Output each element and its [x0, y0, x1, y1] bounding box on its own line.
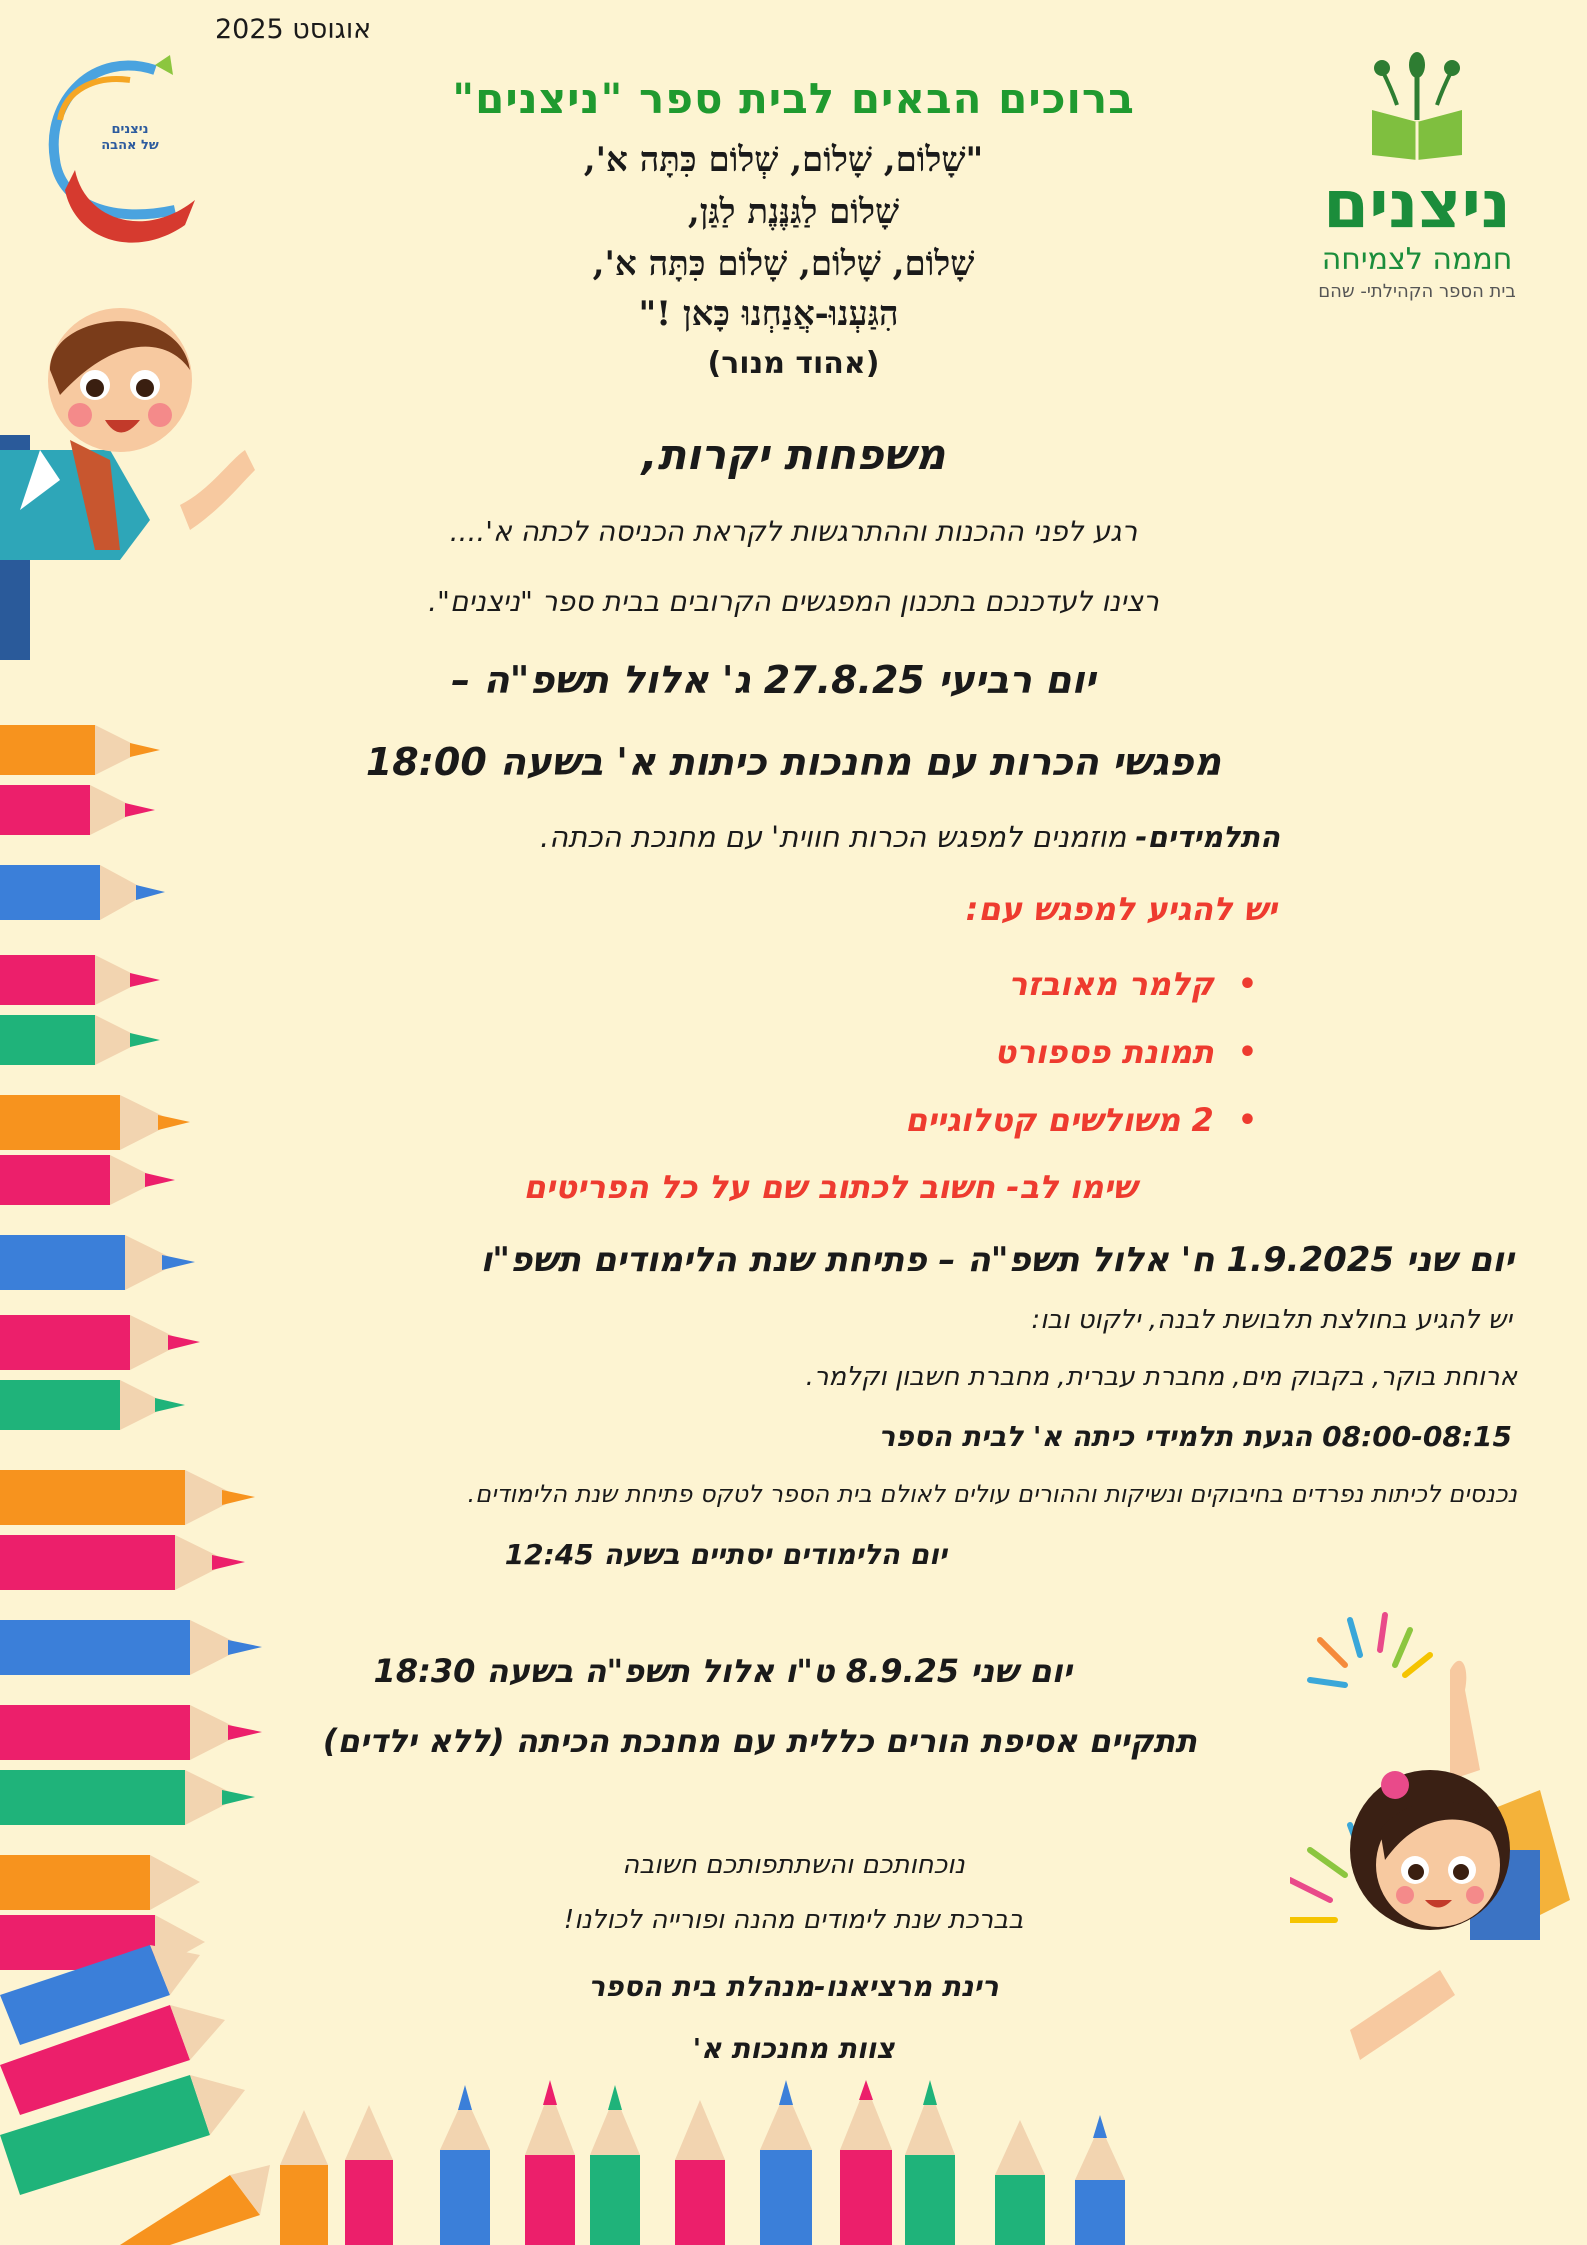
logo-right-subline: בית הספר הקהילתי- שהם: [1318, 281, 1516, 302]
pencils-left-column: [0, 715, 270, 2245]
meeting2-bring-1: יש להגיע בחולצת תלבושת לבנה, ילקוט ובו:: [1031, 1305, 1512, 1335]
meeting2-arrival: 08:00-08:15 הגעת תלמידי כיתה א' לבית הספר: [878, 1420, 1512, 1453]
poem-author: (אהוד מנור): [707, 346, 880, 381]
closing-line-1: נוכחותכם והשתתפותכם חשובה: [622, 1850, 965, 1880]
signature-teachers: צוות מחנכות א': [692, 2032, 895, 2065]
intro-line-2: רצינו לעדכנכם בתכנון המפגשים הקרובים בבית ספר "ניצנים".: [428, 585, 1159, 618]
poem-line-3: שָׁלוֹם, שָׁלוֹם, שָׁלוֹם כִּתָּה א',: [592, 244, 975, 284]
meeting1-title: מפגשי הכרות עם מחנכות כיתות א' בשעה 18:00: [365, 740, 1222, 784]
intro-line-1: רגע לפני ההכנות וההתרגשות לקראת הכניסה לכתה א'....: [449, 515, 1138, 548]
meeting2-end: יום הלימודים יסתיים בשעה 12:45: [504, 1538, 947, 1571]
page-title: ברוכים הבאים לבית ספר "ניצנים": [452, 74, 1135, 123]
meeting3-date: יום שני 8.9.25 ט"ו אלול תשפ"ה בשעה 18:30: [373, 1652, 1072, 1690]
bring-item-3: • 2 משולשים קטלוגיים: [905, 1086, 1257, 1154]
logo-right-tagline: חממה לצמיחה: [1321, 242, 1513, 277]
greeting: משפחות יקרות,: [641, 430, 946, 479]
pencil-row: [0, 725, 270, 2245]
logo-left-line1: ניצנים: [111, 122, 149, 137]
bring-item-1: • קלמר מאובזר: [905, 950, 1257, 1018]
closing-line-2: בברכת שנת לימודים מהנה ופורייה לכולנו!: [563, 1905, 1024, 1935]
meeting1-students: [540, 820, 1280, 854]
pencils-bottom-row: [270, 2080, 1270, 2245]
meeting2-date: יום שני 1.9.2025 ח' אלול תשפ"ה – פתיחת שנת הלימודים תשפ"ו: [480, 1240, 1514, 1280]
meeting3-desc: תתקיים אסיפת הורים כללית עם מחנכת הכיתה (ללא ילדים): [322, 1722, 1197, 1760]
logo-right-name: ניצנים: [1323, 166, 1511, 243]
document-date: אוגוסט 2025: [215, 14, 372, 45]
students-text: מוזמנים למפגש הכרות חווית' עם מחנכת הכתה.: [539, 820, 1136, 854]
bring-list: [905, 950, 1257, 1154]
bring-title: יש להגיע למפגש עם:: [965, 890, 1277, 928]
poem-line-2: שָׁלוֹם לַגַּנֶּנֶת לַגַּן,: [687, 192, 900, 232]
bring-item-2: • תמונת פספורט: [905, 1018, 1257, 1086]
meeting2-bring-2: ארוחת בוקר, בקבוק מים, מחברת עברית, מחברת חשבון וקלמר.: [805, 1362, 1517, 1392]
boy-illustration: [0, 300, 270, 660]
poem-line-1: "שָׁלוֹם, שָׁלוֹם, שְׁלוֹם כִּתָּה א',: [583, 140, 984, 180]
signature-principal: רינת מרציאנו-מנהלת בית הספר: [588, 1970, 999, 2003]
poem-line-4: הִגַּעְנוּ-אֲנַחְנוּ כָּאן !": [638, 294, 899, 334]
students-label: התלמידים-: [1135, 820, 1280, 854]
meeting1-date: יום רביעי 27.8.25 ג' אלול תשפ"ה –: [451, 658, 1096, 702]
logo-left-line2: של אהבה: [101, 138, 159, 154]
girl-illustration: [1290, 1610, 1570, 2090]
note-label-items: שימו לב- חשוב לכתוב שם על כל הפריטים: [523, 1168, 1137, 1206]
meeting2-enter: נכנסים לכיתות נפרדים בחיבוקים ונשיקות וההורים עולים לאולם בית הספר לטקס פתיחת שנת הלימודים.: [467, 1480, 1517, 1508]
